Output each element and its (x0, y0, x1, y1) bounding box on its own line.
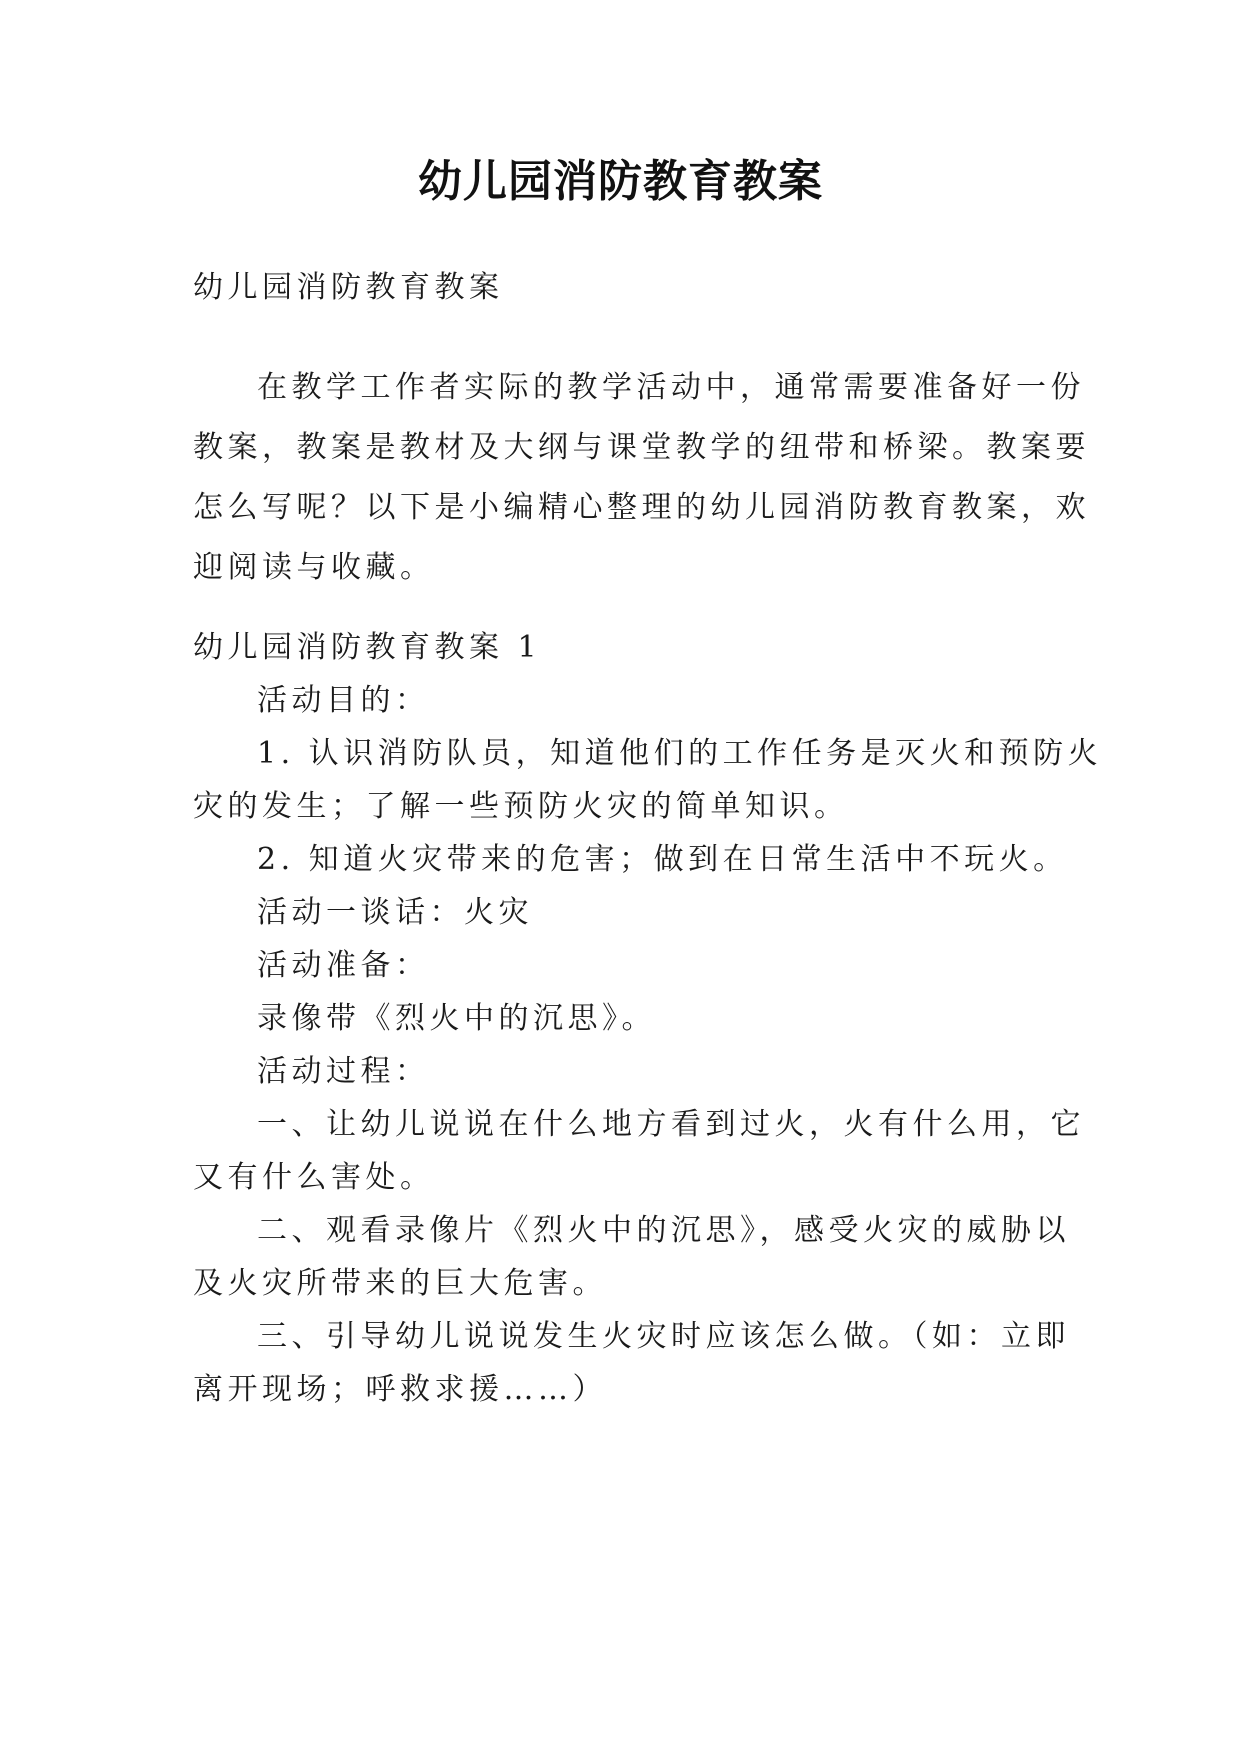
subtitle: 幼儿园消防教育教案 (193, 270, 504, 305)
section-1-heading: 幼儿园消防教育教案 1 (193, 630, 542, 665)
goal-1-line-2: 灾的发生；了解一些预防火灾的简单知识。 (193, 789, 849, 824)
step-3-line-1: 三、引导幼儿说说发生火灾时应该怎么做。（如：立即 (257, 1319, 1070, 1354)
goal-1-line-1: 1. 认识消防队员，知道他们的工作任务是灭火和预防火 (257, 736, 1103, 771)
intro-paragraph (193, 358, 1090, 598)
intro-line-4: 迎阅读与收藏。 (193, 550, 435, 585)
step-2-line-2: 及火灾所带来的巨大危害。 (193, 1266, 607, 1301)
step-1-line-1: 一、让幼儿说说在什么地方看到过火，火有什么用，它 (257, 1107, 1085, 1142)
step-3-line-2: 离开现场；呼救求援……） (193, 1372, 607, 1407)
intro-line-2: 教案，教案是教材及大纲与课堂教学的纽带和桥梁。教案要 (193, 430, 1090, 465)
intro-line-1: 在教学工作者实际的教学活动中，通常需要准备好一份 (257, 370, 1085, 405)
goal-label: 活动目的： (257, 683, 430, 718)
step-2-line-1: 二、观看录像片《烈火中的沉思》，感受火灾的威胁以 (257, 1213, 1070, 1248)
activity-1-title: 活动一谈话：火灾 (257, 895, 533, 930)
step-1-line-2: 又有什么害处。 (193, 1160, 435, 1195)
prep-item: 录像带《烈火中的沉思》。 (257, 1001, 656, 1036)
document-title: 幼儿园消防教育教案 (418, 156, 823, 207)
intro-line-3: 怎么写呢？以下是小编精心整理的幼儿园消防教育教案，欢 (193, 490, 1090, 525)
subtitle-block (193, 258, 1053, 318)
prep-label: 活动准备： (257, 948, 430, 983)
goal-2: 2. 知道火灾带来的危害；做到在日常生活中不玩火。 (257, 842, 1068, 877)
process-label: 活动过程： (257, 1054, 430, 1089)
section-1 (193, 618, 1103, 1420)
